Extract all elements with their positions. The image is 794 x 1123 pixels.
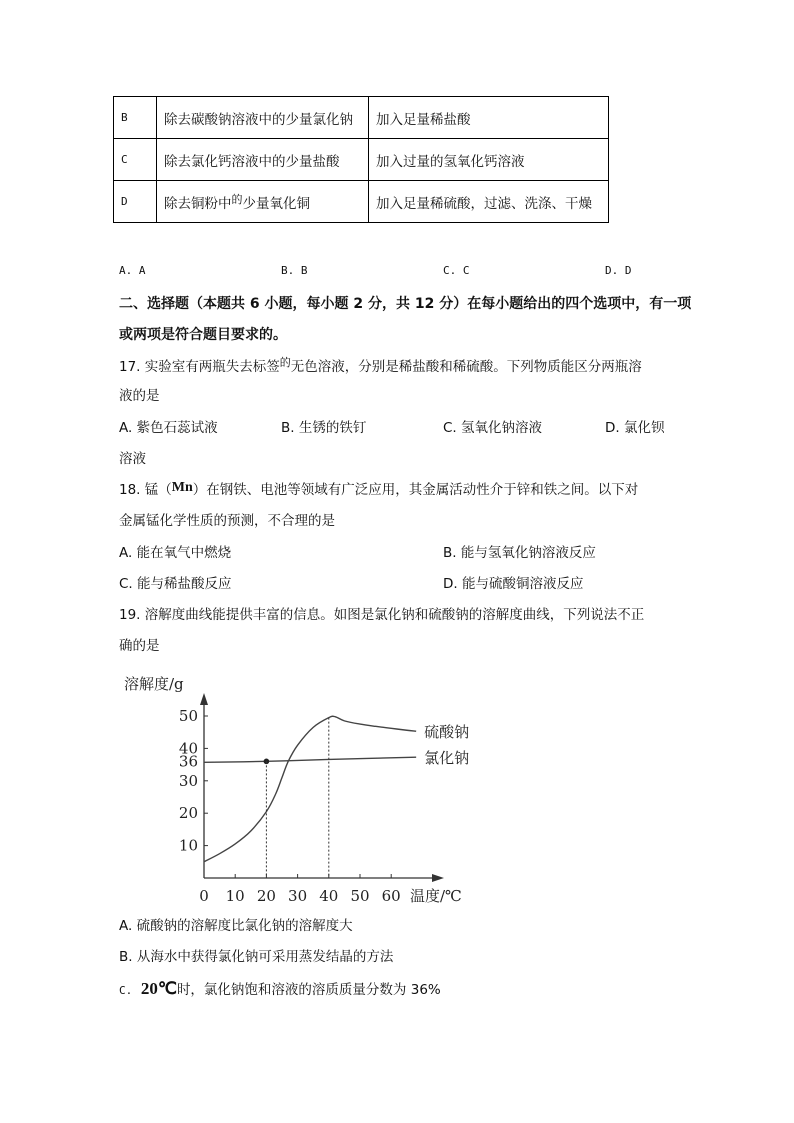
purpose-pre: 除去铜粉中 [164, 195, 232, 212]
q16-option-b: B. B [281, 264, 308, 277]
q17-option-d: D. 氯化钡 [605, 420, 665, 436]
manganese-symbol: Mn [171, 480, 193, 495]
x-tick-label: 0 [199, 887, 209, 905]
x-tick-label: 30 [288, 887, 308, 905]
y-tick-label: 40 [178, 739, 198, 758]
y-axis-label: 溶解度/g [124, 675, 184, 693]
row-label: B [114, 97, 157, 139]
q18-stem-line2: 金属锰化学性质的预测，不合理的是 [119, 513, 335, 529]
chart-series [204, 716, 469, 862]
x-tick-label: 10 [225, 887, 245, 905]
series-label: 硫酸钠 [424, 723, 470, 742]
q17-stem-sup: 的 [279, 356, 291, 369]
q17-option-a: A. 紫色石蕊试液 [119, 420, 218, 436]
y-tick-label: 50 [178, 707, 198, 725]
q19-stem-line2: 确的是 [119, 638, 160, 654]
purpose-sup: 的 [231, 192, 243, 206]
q17-stem-post: 无色溶液，分别是稀盐酸和稀硫酸。下列物质能区分两瓶溶 [290, 359, 642, 375]
q18-option-a: A. 能在氧气中燃烧 [119, 545, 232, 561]
x-tick-label: 20 [256, 887, 276, 905]
q19-option-c-temp: 20℃ [140, 979, 177, 998]
y-tick-label: 10 [178, 836, 198, 855]
row-purpose: 除去氯化钙溶液中的少量盐酸 [157, 139, 369, 181]
section-heading-line2: 或两项是符合题目要求的。 [119, 327, 287, 343]
section-heading-line1: 二、选择题（本题共 6 小题，每小题 2 分，共 12 分）在每小题给出的四个选项中，有一项 [119, 296, 692, 312]
q19-option-c-label: C. [119, 984, 133, 997]
q16-option-a: A. A [119, 264, 146, 277]
row-purpose: 除去碳酸钠溶液中的少量氯化钠 [157, 97, 369, 139]
q16-option-d: D. D [605, 264, 632, 277]
q16-option-c: C. C [443, 264, 470, 277]
q17-option-c: C. 氢氧化钠溶液 [443, 420, 543, 436]
row-method: 加入过量的氢氧化钙溶液 [369, 139, 609, 181]
x-axis-label: 温度/℃ [410, 887, 462, 905]
series-label: 氯化钠 [424, 749, 470, 768]
y-tick-label: 36 [178, 752, 198, 771]
q18-option-d: D. 能与硫酸铜溶液反应 [443, 576, 584, 592]
q18-stem-post: ）在钢铁、电池等领域有广泛应用，其金属活动性介于锌和铁之间。以下对 [192, 482, 639, 498]
q19-option-c-text: 时，氯化钠饱和溶液的溶质质量分数为 36% [176, 982, 441, 998]
chart-ticks [179, 707, 401, 905]
x-axis-arrow-icon [432, 874, 444, 882]
q18-stem-pre: 18. 锰（ [119, 482, 172, 498]
x-tick-label: 60 [381, 887, 401, 905]
q19-option-b: B. 从海水中获得氯化钠可采用蒸发结晶的方法 [119, 949, 394, 965]
row-label: D [114, 181, 157, 223]
purpose-post: 少量氧化铜 [242, 195, 310, 212]
row-method: 加入足量稀盐酸 [369, 97, 609, 139]
y-axis-arrow-icon [200, 693, 208, 705]
q17-stem-pre: 17. 实验室有两瓶失去标签 [119, 359, 280, 375]
q17-option-d-wrap: 溶液 [119, 451, 146, 467]
q19-option-c [119, 980, 441, 1000]
q18-option-b: B. 能与氢氧化钠溶液反应 [443, 545, 596, 561]
x-tick-label: 40 [319, 887, 339, 905]
q17-option-b: B. 生锈的铁钉 [281, 420, 367, 436]
series-line-sodium-chloride [204, 757, 416, 762]
q18-option-c: C. 能与稀盐酸反应 [119, 576, 232, 592]
row-label: C [114, 139, 157, 181]
x-tick-label: 50 [350, 887, 370, 905]
series-line-sodium-sulfate [204, 716, 416, 862]
q17-stem-line2: 液的是 [119, 388, 160, 404]
y-tick-label: 20 [178, 804, 198, 823]
q19-stem-line1: 19. 溶解度曲线能提供丰富的信息。如图是氯化钠和硫酸钠的溶解度曲线，下列说法不正 [119, 607, 645, 623]
y-tick-label: 30 [178, 771, 198, 790]
row-method: 加入足量稀硫酸，过滤、洗涤、干燥 [369, 181, 609, 223]
q19-option-a: A. 硫酸钠的溶解度比氯化钠的溶解度大 [119, 918, 353, 934]
